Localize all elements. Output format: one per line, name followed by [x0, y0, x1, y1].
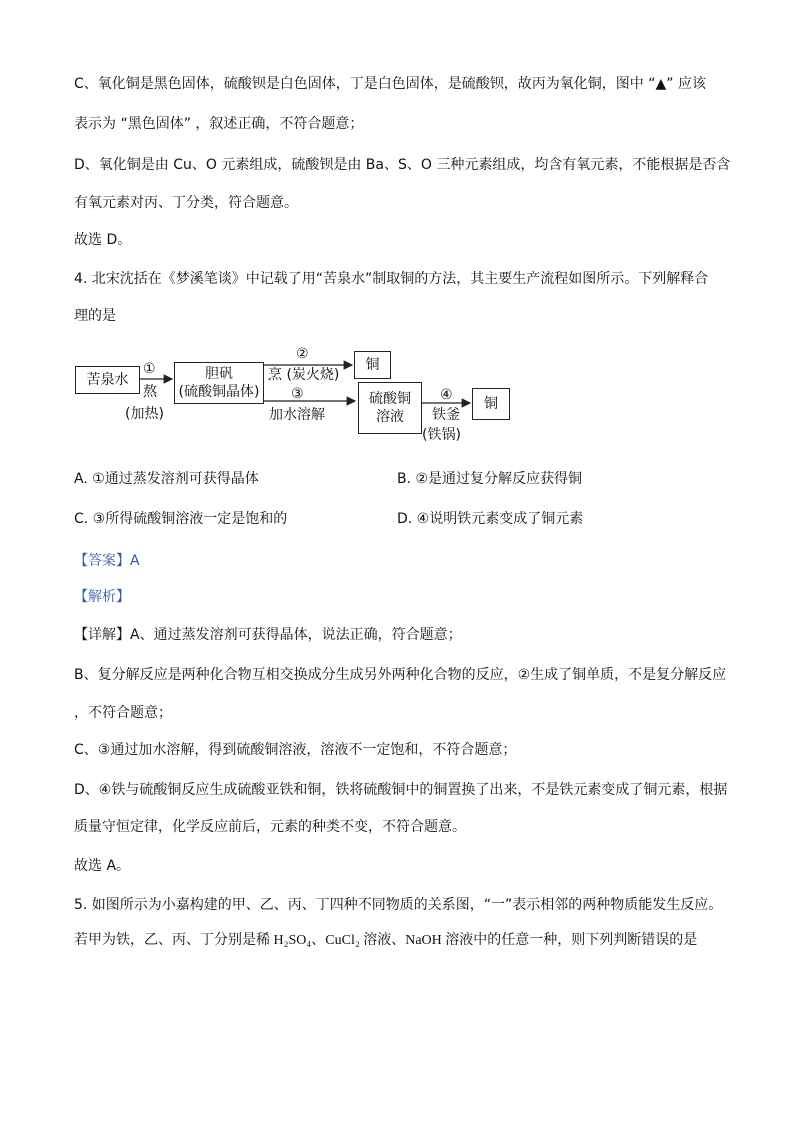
step-4-label: 铁釜 — [432, 407, 460, 423]
step-1-label: 熬 — [143, 384, 157, 400]
step-2-label: 烹 (炭火烧) — [268, 367, 340, 383]
choose-d: 故选 D。 — [74, 232, 132, 248]
box-danfan — [174, 362, 264, 404]
question-5-line-2: 若甲为铁，乙、丙、丁分别是稀 H₂SO₄、CuCl₂ 溶液、NaOH 溶液中的任意一种，则下列判断错误的是 — [74, 933, 698, 948]
analysis-heading: 【解析】 — [74, 589, 130, 605]
box-copper-top — [354, 351, 391, 379]
c-explanation-line-2: 表示为 “黑色固体” ，叙述正确，不符合题意； — [74, 116, 364, 132]
detail-a-line: 【详解】A、通过蒸发溶剂可获得晶体，说法正确，符合题意； — [74, 627, 462, 643]
step-1-number: ① — [143, 361, 156, 377]
detail-b-line-1: B、复分解反应是两种化合物互相交换成分生成另外两种化合物的反应，②生成了铜单质，不是复分解反应 — [74, 667, 727, 683]
question-4-line-1: 4. 北宋沈括在《梦溪笔谈》中记载了用“苦泉水”制取铜的方法，其主要生产流程如图所示。下列解释合 — [74, 271, 709, 287]
answer-line: 【答案】A — [74, 553, 140, 569]
d-explanation-line-2: 有氧元素对丙、丁分类，符合题意。 — [74, 195, 298, 211]
detail-d-line-1: D、④铁与硫酸铜反应生成硫酸亚铁和铜，铁将硫酸铜中的铜置换了出来，不是铁元素变成了铜元素，根据 — [74, 782, 728, 798]
step-1-sublabel: (加热) — [125, 406, 164, 422]
c-explanation-line-1: C、氧化铜是黑色固体，硫酸钡是白色固体，丁是白色固体，是硫酸钡，故丙为氧化铜，图中 “▲” 应该 — [74, 76, 706, 92]
d-explanation-line-1: D、氧化铜是由 Cu、O 元素组成，硫酸钡是由 Ba、S、O 三种元素组成，均含有氧元素，不能根据是否含 — [74, 157, 731, 173]
box-copper-right — [472, 388, 510, 420]
option-a: A. ①通过蒸发溶剂可获得晶体 — [74, 471, 259, 487]
question-5-line-1: 5. 如图所示为小嘉构建的甲、乙、丙、丁四种不同物质的关系图，“一”表示相邻的两种物质能发生反应。 — [74, 897, 723, 913]
detail-d-line-2: 质量守恒定律，化学反应前后，元素的种类不变，不符合题意。 — [74, 819, 466, 835]
box-cuso4-label-2: 溶液 — [376, 409, 404, 425]
box-danfan-sublabel: (硫酸铜晶体) — [178, 384, 260, 400]
question-4-line-2: 理的是 — [74, 308, 116, 324]
box-danfan-label: 胆矾 — [205, 366, 233, 382]
option-b: B. ②是通过复分解反应获得铜 — [397, 471, 583, 487]
box-copper-right-label: 铜 — [484, 396, 498, 412]
step-2-number: ② — [296, 346, 309, 362]
option-c: C. ③所得硫酸铜溶液一定是饱和的 — [74, 511, 288, 527]
step-3-label: 加水溶解 — [269, 407, 325, 423]
detail-c-line: C、③通过加水溶解，得到硫酸铜溶液，溶液不一定饱和，不符合题意； — [74, 742, 517, 758]
box-kuquanshui — [75, 366, 140, 394]
box-copper-top-label: 铜 — [365, 357, 380, 373]
choose-a: 故选 A。 — [74, 858, 131, 874]
box-copper-sulfate-solution — [358, 382, 422, 434]
box-cuso4-label-1: 硫酸铜 — [369, 391, 411, 407]
option-d: D. ④说明铁元素变成了铜元素 — [397, 511, 584, 527]
box-kuquanshui-label: 苦泉水 — [86, 372, 129, 388]
step-4-number: ④ — [440, 387, 453, 403]
detail-b-line-2: ，不符合题意； — [74, 705, 172, 721]
step-3-number: ③ — [291, 386, 304, 402]
step-4-sublabel: (铁锅) — [422, 427, 461, 443]
